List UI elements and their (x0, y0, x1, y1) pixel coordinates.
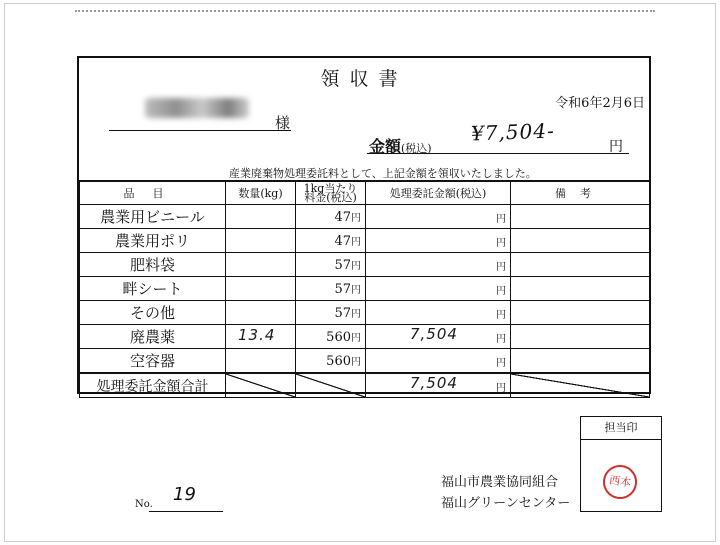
row-price-value: 560 (326, 329, 351, 345)
row-price (296, 325, 366, 349)
organization-block (441, 472, 570, 514)
row-note (511, 325, 650, 349)
header-qty: 数量(kg) (226, 181, 296, 205)
row-amount-yen: 円 (496, 358, 506, 369)
organization-center: 福山グリーンセンター (441, 496, 571, 511)
row-amount (366, 205, 511, 229)
row-qty (226, 277, 296, 301)
row-amount-yen: 円 (496, 334, 506, 345)
table-row (80, 277, 650, 301)
row-item: 空容器 (80, 349, 226, 374)
amount-handwritten: ¥7,504- (470, 118, 556, 146)
number-underline (149, 511, 223, 512)
row-amount-yen: 円 (496, 262, 506, 273)
row-amount-yen: 円 (496, 286, 506, 297)
row-price-value: 560 (326, 353, 351, 369)
row-qty (226, 205, 296, 229)
row-price-yen: 円 (351, 260, 361, 272)
row-item: 農業用ポリ (80, 229, 226, 253)
row-qty (226, 325, 296, 349)
recipient-name-redacted (145, 98, 249, 118)
hanko-stamp (601, 463, 639, 501)
row-qty-value: 13.4 (238, 326, 276, 344)
row-price-yen: 円 (351, 356, 361, 368)
row-amount (366, 253, 511, 277)
row-qty (226, 349, 296, 374)
total-row (80, 373, 650, 398)
row-price (296, 301, 366, 325)
row-item: その他 (80, 301, 226, 325)
table-row (80, 253, 650, 277)
row-item: 肥料袋 (80, 253, 226, 277)
row-note (511, 349, 650, 374)
row-amount (366, 325, 511, 349)
items-table (79, 180, 650, 398)
amount-underline (367, 153, 629, 154)
row-amount (366, 301, 511, 325)
number-value: 19 (173, 484, 196, 505)
row-price (296, 349, 366, 374)
header-amount: 処理委託金額(税込) (366, 181, 511, 205)
header-price: 1kg当たり料金(税込) (296, 181, 366, 205)
row-price (296, 277, 366, 301)
row-note (511, 205, 650, 229)
total-label: 処理委託金額合計 (80, 373, 226, 398)
perforation-line (75, 10, 655, 12)
hanko-stamp-text: 西本 (608, 473, 632, 490)
total-amount-value: 7,504 (410, 374, 458, 392)
row-amount-value: 7,504 (410, 325, 458, 343)
row-note (511, 277, 650, 301)
row-note (511, 253, 650, 277)
row-amount-yen: 円 (496, 238, 506, 249)
table-row (80, 349, 650, 374)
row-item: 農業用ビニール (80, 205, 226, 229)
total-amount-yen: 円 (496, 383, 506, 394)
row-price (296, 205, 366, 229)
amount-tax-note: (税込) (401, 142, 432, 155)
amount-label-text: 金額 (369, 137, 402, 156)
receipt-paper (4, 3, 716, 542)
row-amount (366, 277, 511, 301)
row-qty (226, 301, 296, 325)
total-note-struck (511, 373, 650, 398)
row-price-yen: 円 (351, 212, 361, 224)
row-amount-yen: 円 (496, 310, 506, 321)
number-label: No. (135, 499, 153, 510)
row-note (511, 301, 650, 325)
row-item: 畔シート (80, 277, 226, 301)
total-amount (366, 373, 511, 398)
row-price-value: 57 (334, 257, 351, 273)
receipt-title: 領収書 (320, 68, 408, 90)
honorific: 様 (275, 114, 291, 132)
row-qty (226, 229, 296, 253)
header-item: 品目 (80, 181, 226, 205)
recipient-underline (109, 130, 291, 131)
row-item: 廃農薬 (80, 325, 226, 349)
tanto-stamp-box (580, 416, 662, 512)
row-price-yen: 円 (351, 308, 361, 320)
receipt-date: 令和6年2月6日 (555, 96, 645, 111)
row-amount-yen: 円 (496, 214, 506, 225)
header-note: 備考 (511, 181, 650, 205)
row-price-value: 47 (334, 233, 351, 249)
total-qty-struck (226, 373, 296, 398)
tanto-label: 担当印 (581, 417, 661, 440)
organization-name: 福山市農業協同組合 (441, 475, 559, 490)
table-row (80, 325, 650, 349)
row-price-yen: 円 (351, 332, 361, 344)
row-price-value: 57 (334, 281, 351, 297)
table-row (80, 205, 650, 229)
amount-unit: 円 (609, 139, 623, 155)
row-price-yen: 円 (351, 236, 361, 248)
row-qty (226, 253, 296, 277)
row-note (511, 229, 650, 253)
table-row (80, 301, 650, 325)
row-price (296, 253, 366, 277)
row-price-value: 57 (334, 305, 351, 321)
total-price-struck (296, 373, 366, 398)
receipt-statement: 産業廃棄物処理委託料として、上記金額を領収いたしました。 (229, 167, 537, 180)
table-row (80, 229, 650, 253)
row-price (296, 229, 366, 253)
row-price-value: 47 (334, 209, 351, 225)
row-price-yen: 円 (351, 284, 361, 296)
row-amount (366, 229, 511, 253)
table-header-row (80, 181, 650, 205)
row-amount (366, 349, 511, 374)
receipt-frame (77, 56, 651, 394)
